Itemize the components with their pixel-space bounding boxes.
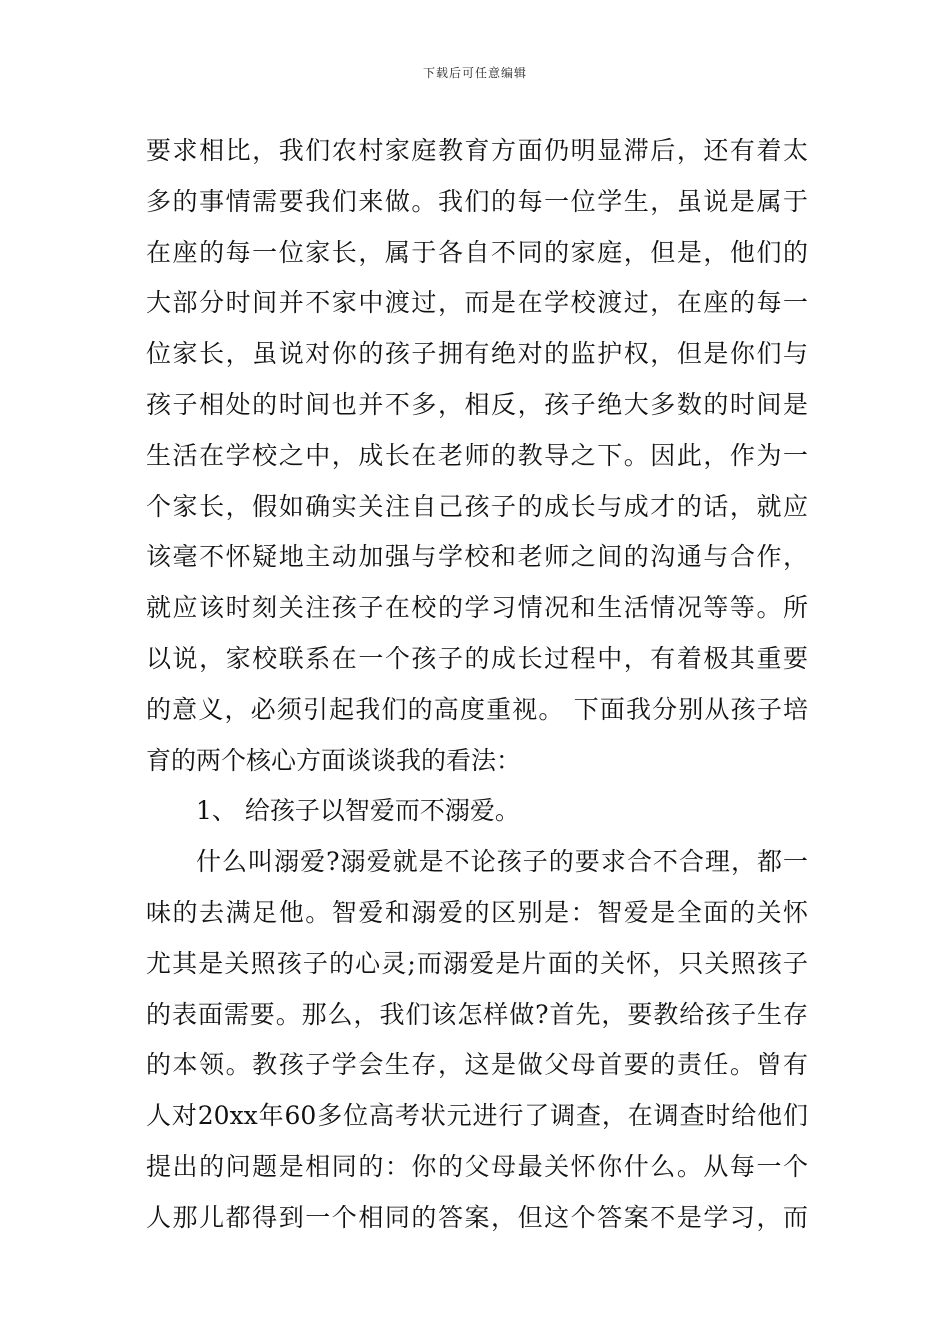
text-line: 人那儿都得到一个相同的答案，但这个答案不是学习，而 bbox=[146, 1202, 808, 1232]
text-line: 多的事情需要我们来做。我们的每一位学生，虽说是属于 bbox=[146, 186, 808, 216]
text-line: 位家长，虽说对你的孩子拥有绝对的监护权，但是你们与 bbox=[146, 339, 808, 369]
text-line: 孩子相处的时间也并不多，相反，孩子绝大多数的时间是 bbox=[146, 389, 808, 419]
text-line: 要求相比，我们农村家庭教育方面仍明显滞后，还有着太 bbox=[146, 136, 808, 165]
header-note: 下载后可任意编辑 bbox=[422, 66, 527, 80]
text-line: 的意义，必须引起我们的高度重视。 下面我分别从孩子培 bbox=[146, 694, 808, 724]
text-line: 在座的每一位家长，属于各自不同的家庭，但是，他们的 bbox=[146, 237, 808, 267]
text-line: 以说，家校联系在一个孩子的成长过程中，有着极其重要 bbox=[146, 643, 808, 673]
text-line: 的本领。教孩子学会生存，这是做父母首要的责任。曾有 bbox=[146, 1050, 808, 1080]
text-line: 什么叫溺爱?溺爱就是不论孩子的要求合不合理，都一 bbox=[196, 847, 808, 877]
text-line: 提出的问题是相同的：你的父母最关怀你什么。从每一个 bbox=[146, 1151, 808, 1181]
text-line: 生活在学校之中，成长在老师的教导之下。因此，作为一 bbox=[146, 440, 808, 470]
text-line: 的表面需要。那么，我们该怎样做?首先，要教给孩子生存 bbox=[146, 999, 808, 1029]
text-line: 味的去满足他。智爱和溺爱的区别是：智爱是全面的关怀 bbox=[146, 897, 808, 927]
list-item-heading: 1、 给孩子以智爱而不溺爱。 bbox=[196, 796, 520, 826]
text-line: 个家长，假如确实关注自己孩子的成长与成才的话，就应 bbox=[146, 491, 808, 521]
text-line: 尤其是关照孩子的心灵;而溺爱是片面的关怀，只关照孩子 bbox=[146, 948, 808, 978]
document-body bbox=[146, 126, 808, 1244]
text-line: 该毫不怀疑地主动加强与学校和老师之间的沟通与合作， bbox=[146, 542, 808, 572]
text-line: 大部分时间并不家中渡过，而是在学校渡过，在座的每一 bbox=[146, 288, 808, 318]
text-line: 育的两个核心方面谈谈我的看法： bbox=[146, 745, 522, 775]
text-line: 人对20xx年60多位高考状元进行了调查，在调查时给他们 bbox=[146, 1101, 808, 1131]
text-line: 就应该时刻关注孩子在校的学习情况和生活情况等等。所 bbox=[146, 593, 808, 623]
